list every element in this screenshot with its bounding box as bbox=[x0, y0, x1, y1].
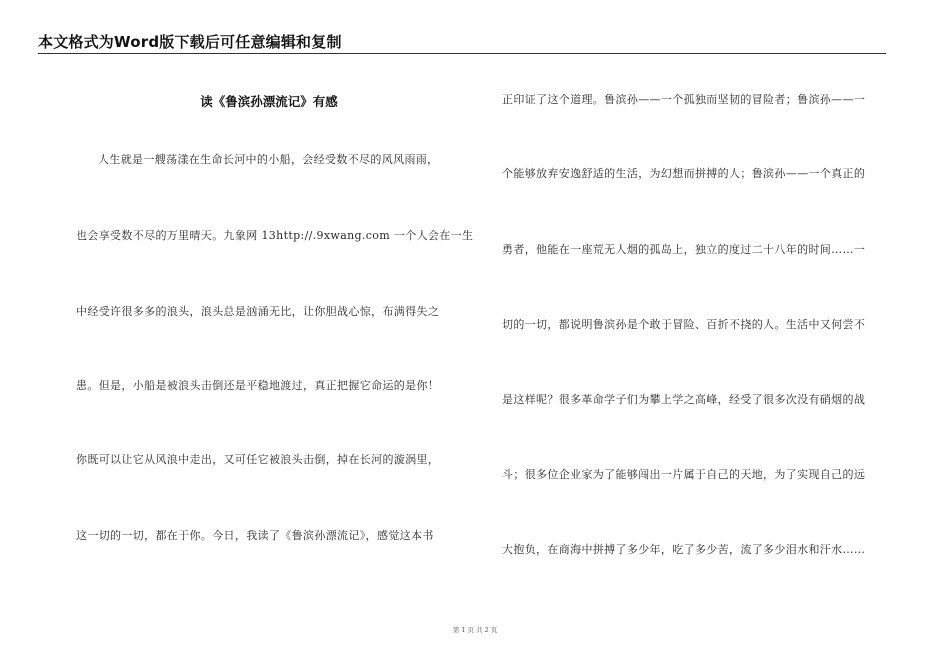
left-line-4: 患。但是，小船是被浪头击倒还是平稳地渡过，真正把握它命运的是你！ bbox=[76, 379, 440, 392]
left-line-2: 也会享受数不尽的万里晴天。九象网 13http://.9xwang.com 一个人会在一生 bbox=[76, 229, 474, 242]
right-line-4: 切的一切，都说明鲁滨孙是个敢于冒险、百折不挠的人。生活中又何尝不 bbox=[502, 318, 866, 331]
left-line-3: 中经受许很多多的浪头，浪头总是汹涌无比，让你胆战心惊，布满得失之 bbox=[76, 305, 440, 318]
right-line-6: 斗；很多位企业家为了能够闯出一片属于自己的天地，为了实现自己的远 bbox=[502, 468, 866, 481]
right-line-7: 大抱负，在商海中拼搏了多少年，吃了多少苦，流了多少泪水和汗水…… bbox=[502, 543, 866, 556]
document-banner: 本文格式为Word版下载后可任意编辑和复制 bbox=[38, 33, 342, 51]
right-line-1: 正印证了这个道理。鲁滨孙——一个孤独而坚韧的冒险者；鲁滨孙——一 bbox=[502, 93, 866, 106]
document-title: 读《鲁滨孙漂流记》有感 bbox=[200, 94, 338, 109]
right-line-5: 是这样呢？很多革命学子们为攀上学之高峰，经受了很多次没有硝烟的战 bbox=[502, 393, 866, 406]
right-line-2: 个能够放弃安逸舒适的生活，为幻想而拼搏的人；鲁滨孙——一个真正的 bbox=[502, 167, 866, 180]
page-number: 第 1 页 共 2 页 bbox=[452, 626, 498, 634]
left-line-5: 你既可以让它从风浪中走出，又可任它被浪头击倒，掉在长河的漩涡里， bbox=[76, 453, 440, 466]
header-divider bbox=[38, 53, 886, 54]
left-line-6: 这一切的一切，都在于你。今日，我读了《鲁滨孙漂流记》，感觉这本书 bbox=[76, 529, 434, 542]
left-line-1: 人生就是一艘荡漾在生命长河中的小船，会经受数不尽的风风雨雨， bbox=[98, 153, 439, 166]
right-line-3: 勇者，他能在一座荒无人烟的孤岛上，独立的度过二十八年的时间……一 bbox=[502, 243, 866, 256]
